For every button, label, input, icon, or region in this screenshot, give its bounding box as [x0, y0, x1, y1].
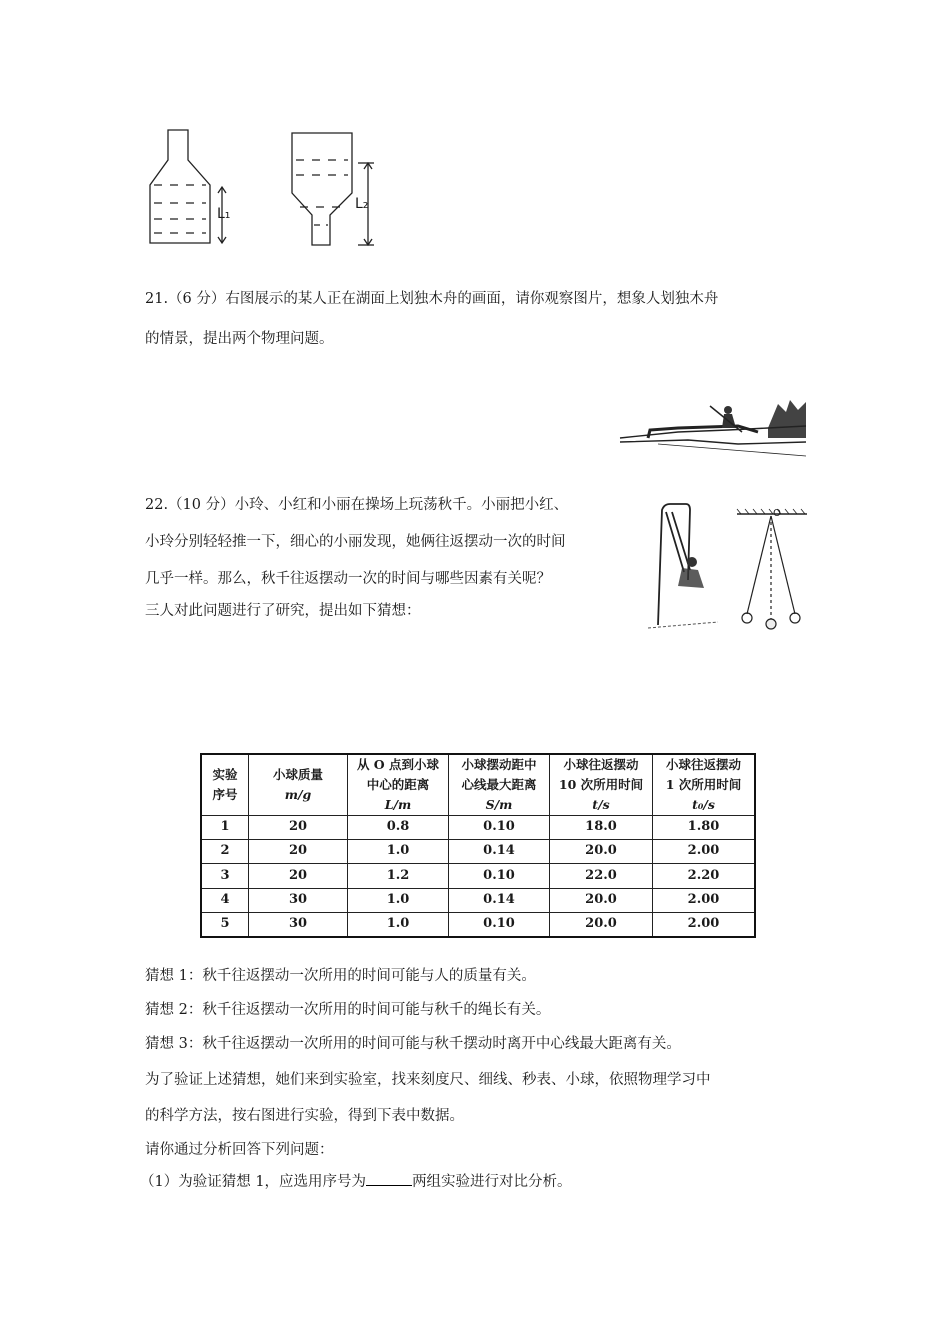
q22-line2: 小玲分别轻轻推一下，细心的小丽发现，她俩往返摆动一次的时间 [145, 534, 566, 550]
table-row: 3 20 1.2 0.10 22.0 2.20 [201, 864, 755, 888]
table-row: 2 20 1.0 0.14 20.0 2.00 [201, 840, 755, 864]
swing-picture [648, 500, 720, 630]
pendulum-o-label: O [773, 508, 781, 519]
table-row: 1 20 0.8 0.10 18.0 1.80 [201, 816, 755, 840]
conjecture-3: 猜想 3：秋千往返摆动一次所用的时间可能与秋千摆动时离开中心线最大距离有关。 [145, 1036, 681, 1052]
bottle-upright [150, 130, 226, 243]
verify-line1: 为了验证上述猜想，她们来到实验室，找来刻度尺、细线、秒表、小球，依照物理学习中 [145, 1072, 711, 1088]
subquestion-1-suffix: 两组实验进行对比分析。 [412, 1174, 572, 1190]
conjecture-1: 猜想 1：秋千往返摆动一次所用的时间可能与人的质量有关。 [145, 968, 536, 984]
label-l1: L₁ [217, 206, 231, 222]
header-distance: 小球摆动距中 心线最大距离 S/m [449, 754, 550, 816]
header-mass: 小球质量 m/g [249, 754, 348, 816]
header-time1: 小球往返摆动 1 次所用时间 t₀/s [653, 754, 756, 816]
header-length: 从 O 点到小球 中心的距离 L/m [348, 754, 449, 816]
child-on-swing [678, 557, 704, 588]
trees [768, 400, 806, 438]
verify-line3: 请你通过分析回答下列问题： [145, 1142, 334, 1158]
experiment-table [200, 753, 756, 938]
q22-line3: 几乎一样。那么，秋千往返摆动一次的时间与哪些因素有关呢？ [145, 571, 551, 587]
conjecture-2: 猜想 2：秋千往返摆动一次所用的时间可能与秋千的绳长有关。 [145, 1002, 551, 1018]
header-time10: 小球往返摆动 10 次所用时间 t/s [550, 754, 653, 816]
table-row: 4 30 1.0 0.14 20.0 2.00 [201, 888, 755, 912]
answer-blank[interactable] [366, 1171, 412, 1186]
table-header-row [201, 754, 755, 816]
q21-line2: 的情景，提出两个物理问题。 [145, 331, 334, 347]
verify-line2: 的科学方法，按右图进行实验，得到下表中数据。 [145, 1108, 464, 1124]
pendulum-picture [735, 508, 810, 633]
canoe-picture [618, 398, 808, 460]
table-row: 5 30 1.0 0.10 20.0 2.00 [201, 912, 755, 937]
q21-line1: 21.（6 分）右图展示的某人正在湖面上划独木舟的画面，请你观察图片，想象人划独木舟 [145, 291, 719, 307]
q22-line1: 22.（10 分）小玲、小红和小丽在操场上玩荡秋千。小丽把小红、 [145, 497, 569, 513]
header-trial: 实验 序号 [201, 754, 249, 816]
subquestion-1-prefix: （1）为验证猜想 1，应选用序号为 [140, 1174, 367, 1190]
bottle-figure [140, 125, 390, 253]
subquestion-1 [140, 1170, 572, 1191]
label-l2: L₂ [355, 196, 369, 212]
q22-line4: 三人对此问题进行了研究，提出如下猜想： [145, 603, 421, 619]
bottle-inverted [292, 133, 374, 245]
